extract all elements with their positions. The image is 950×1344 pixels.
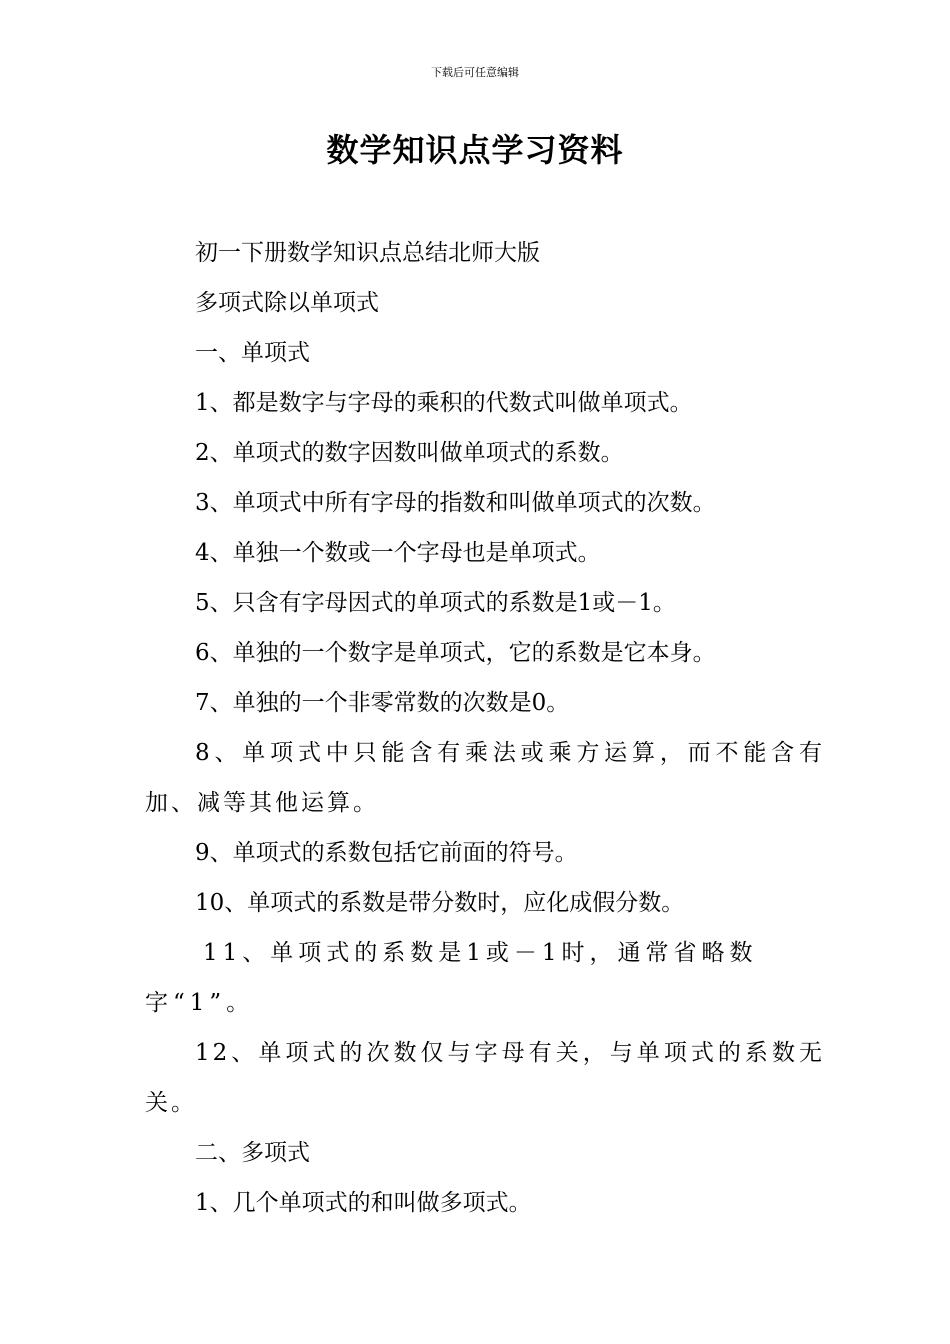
list-item: 12、单项式的次数仅与字母有关，与单项式的系数无关。 [145,1040,825,1116]
list-item: 10、单项式的系数是带分数时，应化成假分数。 [195,890,685,916]
list-item: 1、都是数字与字母的乘积的代数式叫做单项式。 [195,390,693,416]
list-item: 6、单独的一个数字是单项式，它的系数是它本身。 [195,640,716,666]
document-body [145,228,825,1228]
list-item: 11、单项式的系数是1或－1时，通常省略数字“1”。 [145,940,758,1016]
document-title: 数学知识点学习资料 [326,131,624,169]
section-heading: 一、单项式 [195,340,310,366]
list-item: 8、单项式中只能含有乘法或乘方运算，而不能含有加、减等其他运算。 [145,740,825,816]
header-note: 下载后可任意编辑 [431,66,519,79]
list-item: 1、几个单项式的和叫做多项式。 [195,1190,532,1216]
list-item: 7、单独的一个非零常数的次数是0。 [195,690,570,716]
list-item: 5、只含有字母因式的单项式的系数是1或－1。 [195,590,676,616]
list-item: 3、单项式中所有字母的指数和叫做单项式的次数。 [195,490,716,516]
list-item: 9、单项式的系数包括它前面的符号。 [195,840,578,866]
list-item: 2、单项式的数字因数叫做单项式的系数。 [195,440,624,466]
section-heading: 二、多项式 [195,1140,310,1166]
paragraph: 多项式除以单项式 [195,290,379,316]
paragraph: 初一下册数学知识点总结北师大版 [195,240,540,266]
list-item: 4、单独一个数或一个字母也是单项式。 [195,540,601,566]
